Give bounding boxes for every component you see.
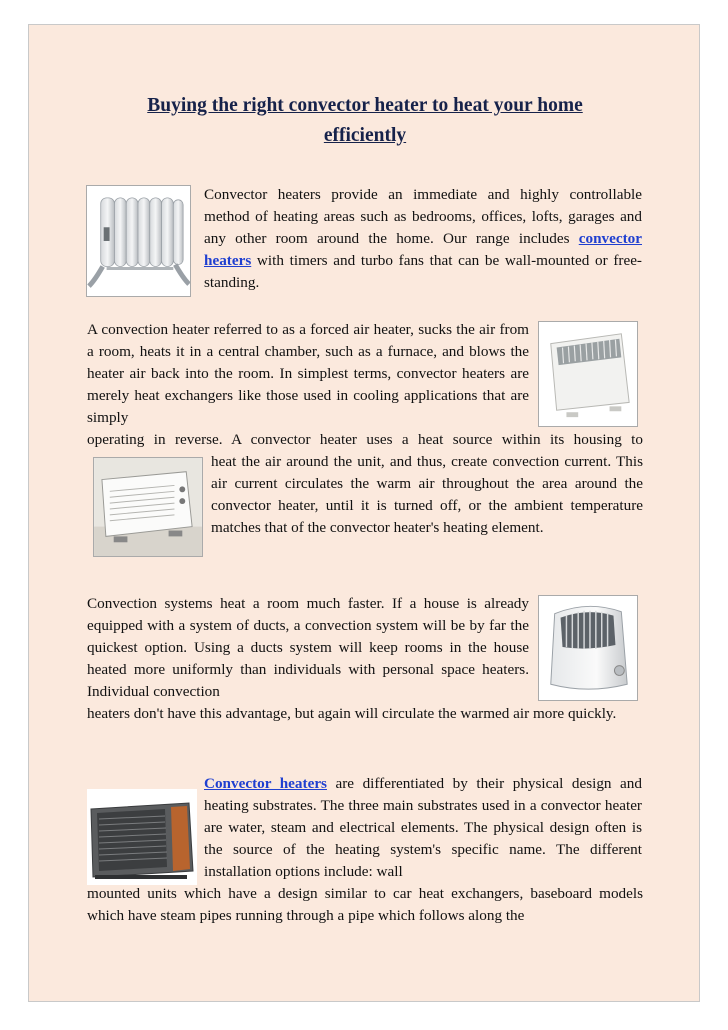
fan-convector-image <box>538 321 638 427</box>
white-convector-image <box>93 457 203 557</box>
page-title <box>85 91 645 151</box>
paragraph-2-full-line: operating in reverse. A convector heater uses a heat source within its housing to <box>87 431 643 448</box>
panel-heater-image <box>87 789 197 885</box>
convector-heaters-link-2[interactable]: Convector heaters <box>204 775 327 792</box>
title-line-1: Buying the right convector heater to heat your home <box>147 95 583 116</box>
document-page <box>28 24 700 1002</box>
convector-heaters-link[interactable]: convector heaters <box>204 230 642 269</box>
paragraph-1-text: Convector heaters provide an immediate and highly controllable method of heating areas such as bedrooms, offices, lofts, garages and any other room around the home. Our range includes <box>204 186 642 247</box>
paragraph-3-top: Convection systems heat a room much faster. If a house is already equipped with a system of ducts, a convection system will be by far the quickest option. Using a ducts system will keep rooms in the house heated more uniformly than individuals with personal space heaters. Individual convection <box>87 595 529 700</box>
radiator-heater-image <box>86 185 191 297</box>
paragraph-3-bottom: heaters don't have this advantage, but again will circulate the warmed air more quickly. <box>87 705 617 722</box>
title-line-2: efficiently <box>323 125 407 146</box>
paragraph-2-indented: heat the air around the unit, and thus, create convection current. This air current circulates the warm air throughout the area around the convector heater, until it is turned off, or the ambient temperature matches that of the convector heater's heating element. <box>211 453 643 536</box>
paragraph-4-text: are differentiated by their physical design and heating substrates. The three main substrates used in a convector heater are water, steam and electrical elements. The physical design often is the source of the heating system's specific name. The different installation options include: wall <box>204 775 642 880</box>
compact-heater-image <box>538 595 638 701</box>
paragraph-4-indented <box>204 773 642 883</box>
paragraph-4-bottom: mounted units which have a design similar to car heat exchangers, baseboard models which have steam pipes running through a pipe which follows along the <box>87 885 643 924</box>
paragraph-2-top: A convection heater referred to as a forced air heater, sucks the air from a room, heats it in a central chamber, such as a furnace, and blows the heater air back into the room. In simplest terms, convector heaters are merely heat exchangers like those used in cooling applications that are simply <box>87 321 529 426</box>
paragraph-1 <box>204 184 642 294</box>
paragraph-1-text-end: with timers and turbo fans that can be wall-mounted or free-standing. <box>204 252 642 291</box>
